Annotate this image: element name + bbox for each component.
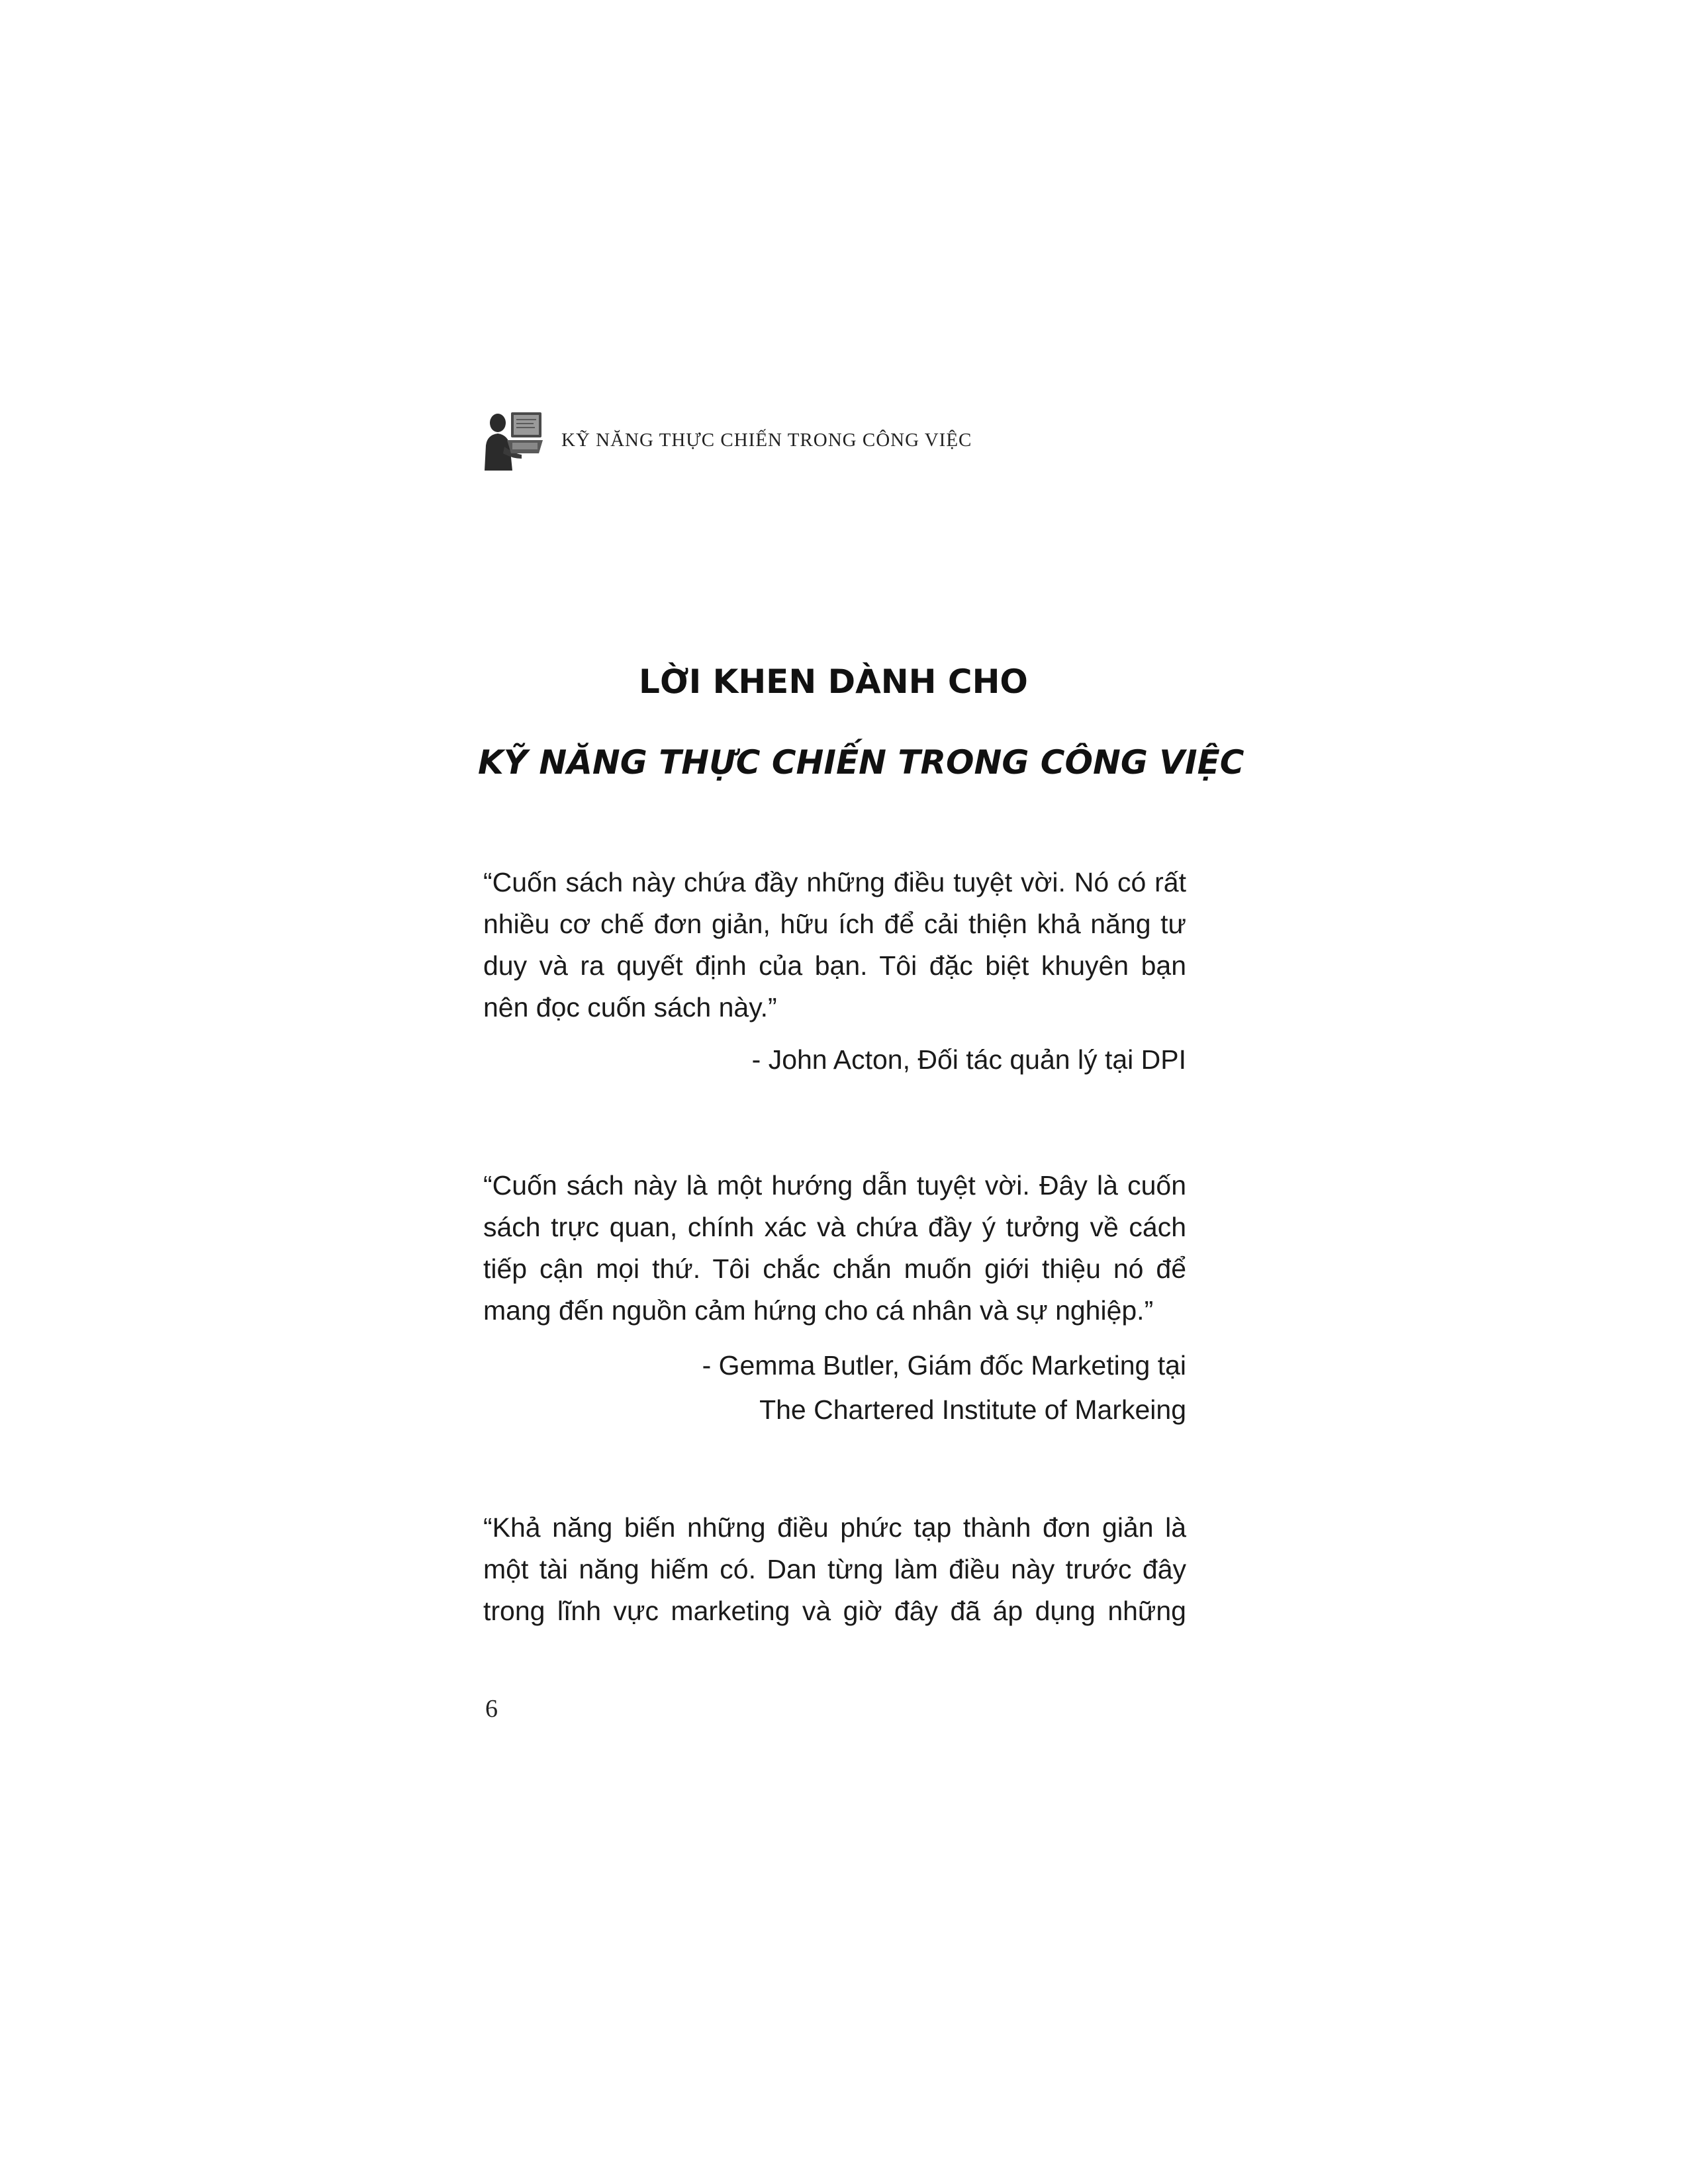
quote-3: “Khả năng biến những điều phức tạp thành đơn giản là một tài năng hiếm có. Dan từng làm điều này trước đây trong lĩnh vực marketing và giờ đây đã áp dụng những [483,1512,1186,1626]
title-line-1: LỜI KHEN DÀNH CHO [639,662,1028,701]
page-number: 6 [485,1695,498,1723]
running-header [478,404,972,477]
person-at-laptop-icon [478,407,544,473]
title-line-2: KỸ NĂNG THỰC CHIẾN TRONG CÔNG VIỆC [478,743,1244,782]
quote-2: “Cuốn sách này là một hướng dẫn tuyệt vời. Đây là cuốn sách trực quan, chính xác và chứa đầy ý tưởng về cách tiếp cận mọi thứ. Tôi chắc chắn muốn giới thiệu nó để mang đến nguồn cảm hứng cho cá nhân và sự nghiệp.” [483,1170,1186,1326]
quote-1-attribution: - John Acton, Đối tác quản lý tại DPI [751,1044,1186,1075]
quote-1: “Cuốn sách này chứa đầy những điều tuyệt vời. Nó có rất nhiều cơ chế đơn giản, hữu ích để cải thiện khả năng tư duy và ra quyết định của bạn. Tôi đặc biệt khuyên bạn nên đọc cuốn sách này.” [483,867,1186,1023]
quote-2-attribution-line-2: The Chartered Institute of Markeing [759,1394,1186,1425]
running-title: KỸ NĂNG THỰC CHIẾN TRONG CÔNG VIỆC [561,429,972,451]
page-title [478,659,1244,786]
quote-2-attribution-line-1: - Gemma Butler, Giám đốc Marketing tại [702,1350,1186,1381]
